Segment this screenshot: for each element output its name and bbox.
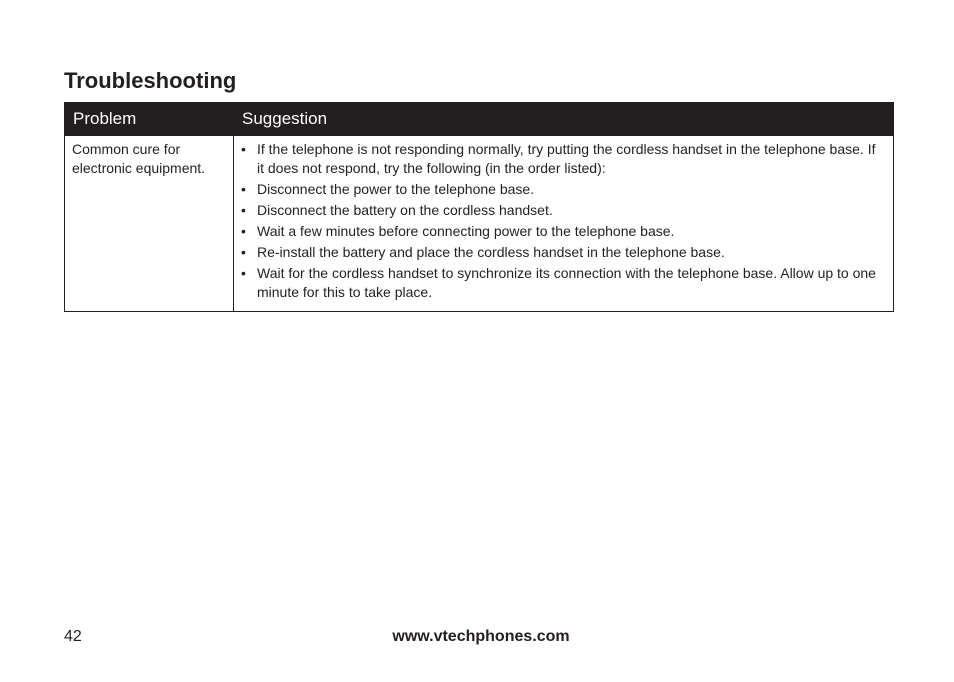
suggestion-cell <box>234 136 894 312</box>
website-url: www.vtechphones.com <box>392 628 570 645</box>
bullet-icon: • <box>241 141 246 157</box>
page-title: Troubleshooting <box>64 68 237 93</box>
suggestion-text: Wait a few minutes before connecting power to the telephone base. <box>257 223 675 239</box>
header-suggestion: Suggestion <box>234 103 894 136</box>
suggestion-text: Re-install the battery and place the cordless handset in the telephone base. <box>257 244 725 260</box>
suggestion-text: If the telephone is not responding normally, try putting the cordless handset in the telephone base. If it does not respond, try the following (in the order listed): <box>257 141 876 176</box>
suggestion-item <box>241 243 886 262</box>
bullet-icon: • <box>241 265 246 281</box>
suggestion-list <box>241 140 886 302</box>
table-header-row <box>65 103 894 136</box>
troubleshooting-table <box>64 102 894 312</box>
suggestion-text: Disconnect the power to the telephone base. <box>257 181 535 197</box>
suggestion-text: Disconnect the battery on the cordless handset. <box>257 202 553 218</box>
problem-cell <box>65 136 234 312</box>
bullet-icon: • <box>241 202 246 218</box>
suggestion-item <box>241 140 886 178</box>
suggestion-item <box>241 222 886 241</box>
suggestion-item <box>241 180 886 199</box>
suggestion-text: Wait for the cordless handset to synchronize its connection with the telephone base. Allow up to one minute for this to take place. <box>257 265 876 300</box>
bullet-icon: • <box>241 244 246 260</box>
header-problem: Problem <box>65 103 234 136</box>
bullet-icon: • <box>241 223 246 239</box>
problem-text: Common cure for electronic equipment. <box>72 141 206 176</box>
bullet-icon: • <box>241 181 246 197</box>
suggestion-item <box>241 264 886 302</box>
suggestion-item <box>241 201 886 220</box>
page-number: 42 <box>64 628 82 645</box>
table-row <box>65 136 894 312</box>
